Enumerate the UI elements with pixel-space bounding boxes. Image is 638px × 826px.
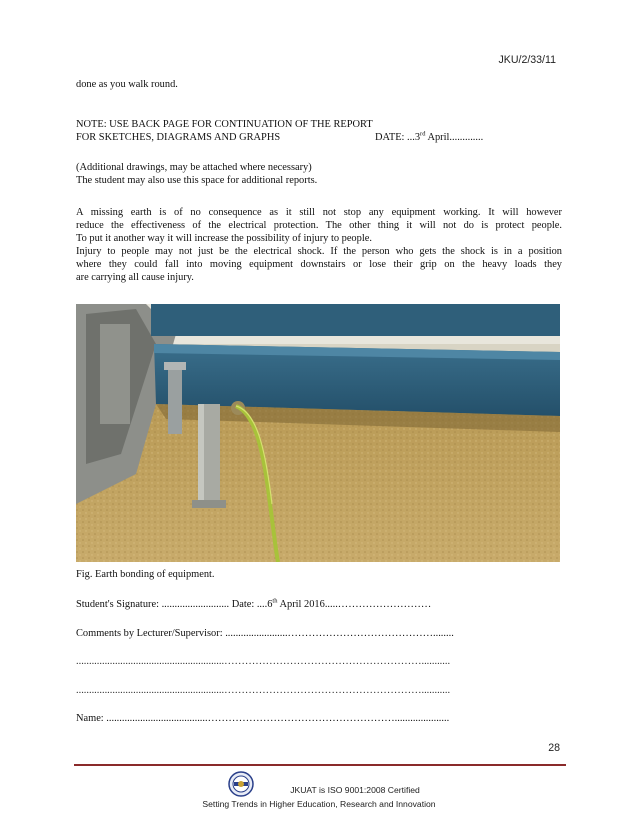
comments-line: Comments by Lecturer/Supervisor: ........................……………………………………........ [76, 628, 454, 639]
signature-date-prefix: Date: ....6 [229, 599, 273, 610]
paragraph-1-line-2: reduce the effectiveness of the electrical protection. The other thing it will not do is protect people. [76, 220, 562, 231]
student-signature-line [76, 598, 431, 611]
report-date-prefix: DATE: ...3 [375, 132, 421, 143]
additional-reports-note: The student may also use this space for additional reports. [76, 175, 318, 186]
paragraph-1-line-1: A missing earth is of no consequence as it still not stop any equipment working. It will however [76, 207, 562, 218]
report-date-suffix: April............. [425, 132, 484, 143]
footer-rule [74, 764, 566, 766]
comments-dots-line-2: .........................................................…………………………………………………........... [76, 685, 451, 696]
paragraph-2-line-2: where they could fall into moving equipment downstairs or lose their grip on the heavy loads they [76, 259, 562, 270]
signature-date-suffix: April 2016.....……………………… [277, 599, 432, 610]
figure-caption: Fig. Earth bonding of equipment. [76, 569, 215, 580]
walk-round-line: done as you walk round. [76, 79, 178, 90]
footer-iso-text: JKUAT is ISO 9001:2008 Certified [290, 785, 420, 795]
report-date [375, 131, 483, 144]
name-line: Name: .......................................………………………………………………..................... [76, 713, 450, 724]
equipment-photo [76, 304, 560, 562]
signature-date-sup: th [272, 597, 278, 605]
paragraph-2-line-3: are carrying all cause injury. [76, 272, 194, 283]
note-sketches-label: FOR SKETCHES, DIAGRAMS AND GRAPHS [76, 132, 281, 143]
page-number: 28 [548, 742, 560, 754]
report-date-sup: rd [420, 130, 426, 138]
paragraph-1-line-3: To put it another way it will increase the possibility of injury to people. [76, 233, 372, 244]
paragraph-2-line-1: Injury to people may not just be the electrical shock. If the person who gets the shock is in a position [76, 246, 562, 257]
additional-drawings-note: (Additional drawings, may be attached where necessary) [76, 162, 312, 173]
note-line-1: NOTE: USE BACK PAGE FOR CONTINUATION OF THE REPORT [76, 119, 373, 130]
document-reference: JKU/2/33/11 [498, 54, 556, 66]
comments-dots-line-1: .........................................................…………………………………………………........... [76, 656, 451, 667]
note-line-2 [76, 131, 280, 144]
student-signature-label: Student's Signature: .......................... [76, 599, 230, 610]
footer-tagline: Setting Trends in Higher Education, Research and Innovation [202, 799, 436, 809]
